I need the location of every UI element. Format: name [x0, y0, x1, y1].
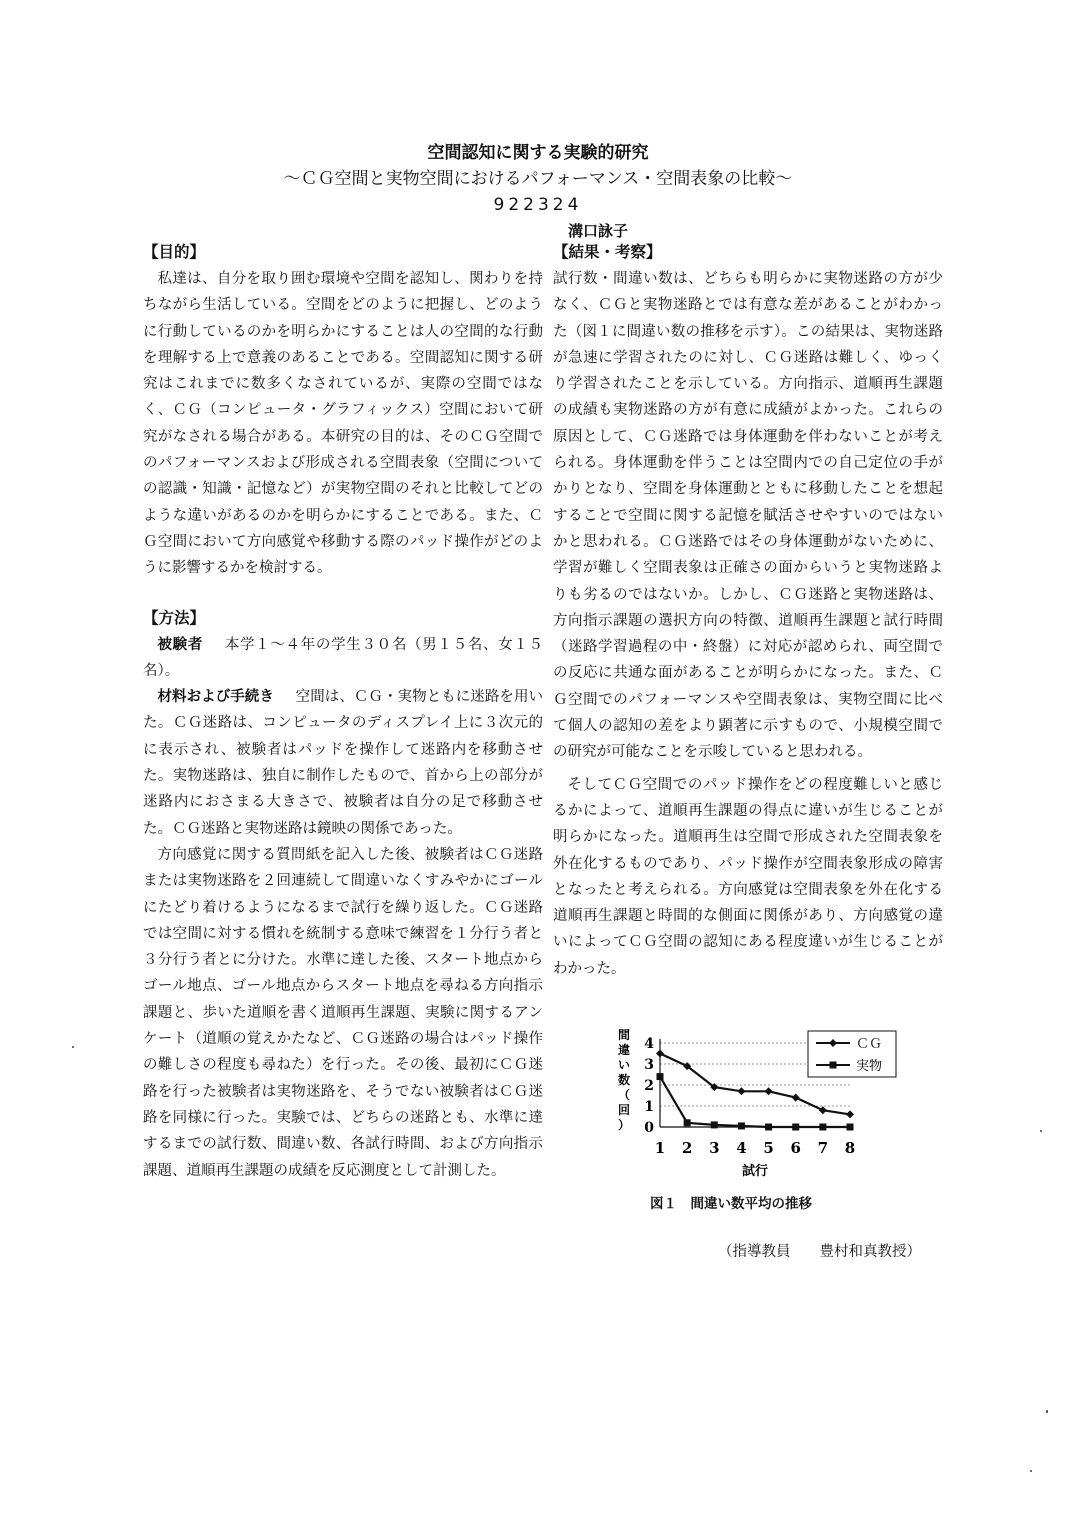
x-tick-label: 7 [817, 1139, 829, 1157]
data-point [846, 1110, 854, 1118]
paper-header [0, 140, 1076, 244]
legend-swatch-marker [830, 1062, 837, 1069]
procedure-paragraph: 方向感覚に関する質問紙を記入した後、被験者はＣＧ迷路または実物迷路を２回連続して間違いなくすみやかにゴールにたどり着けるようになるまで試行を繰り返した。ＣＧ迷路では空間に対する慣れを統制する意味で練習を１分行う者と３分行う者とに分けた。水準に達した後、スタート地点からゴール地点、ゴール地点からスタート地点を尋ねる方向指示課題と、歩いた道順を書く道順再生課題、実験に関するアンケート（道順の覚えかたなど、ＣＧ迷路の場合はパッド操作の難しさの程度も尋ねた）を行った。その後、最初にＣＧ迷路を行った被験者は実物迷路を、そうでない被験者はＣＧ迷路を同様に行った。実験では、どちらの迷路とも、水準に達するまでの試行数、間違い数、各試行時間、および方向指示課題、道順再生課題の成績を反応測度として計測した。 [143, 846, 543, 1179]
y-tick-label: 0 [644, 1120, 654, 1136]
data-point [656, 1050, 664, 1058]
figure-caption: 図１ 間違い数平均の推移 [650, 1196, 812, 1212]
y-label-char: い [617, 1058, 631, 1072]
y-tick-label: 3 [644, 1057, 654, 1073]
paper-subtitle: ～ＣＧ空間と実物空間におけるパフォーマンス・空間表象の比較～ [283, 169, 793, 189]
y-tick-label: 2 [644, 1078, 654, 1094]
right-column [553, 238, 943, 982]
chart-legend [808, 1031, 896, 1077]
subjects-paragraph [143, 632, 543, 685]
legend-label: 実物 [856, 1059, 883, 1074]
method-heading: 【方法】 [143, 608, 206, 627]
y-label-char: 違 [617, 1043, 631, 1057]
x-tick-label: 5 [763, 1139, 774, 1157]
y-label-char: 数 [617, 1073, 631, 1087]
data-point [819, 1106, 827, 1114]
left-column [143, 238, 543, 1184]
materials-paragraph [143, 684, 543, 842]
data-point [738, 1122, 745, 1129]
scan-speck [1046, 1410, 1048, 1413]
data-point [657, 1073, 664, 1080]
purpose-heading: 【目的】 [143, 243, 206, 261]
scan-speck [1040, 1130, 1042, 1132]
x-tick-label: 6 [790, 1139, 801, 1157]
mistakes-line-chart [610, 1025, 900, 1195]
x-tick-label: 3 [709, 1139, 720, 1157]
data-point [765, 1087, 773, 1095]
results-paragraph-2: そしてＣＧ空間でのパッド操作をどの程度難しいと感じるかによって、道順再生課題の得点に違いが生じることが明らかになった。道順再生は空間で形成された空間表象を外在化するものであり、パッド操作が空間表象形成の障害となったと考えられる。方向感覚は空間表象を外在化する道順再生課題と時間的な側面に関係があり、方向感覚の違いによってＣＧ空間の認知にある程度違いが生じることがわかった。 [553, 776, 943, 977]
x-tick-label: 2 [681, 1139, 693, 1157]
data-point [847, 1124, 854, 1131]
results-heading: 【結果・考察】 [553, 243, 662, 261]
legend-label: ＣＧ [856, 1037, 883, 1052]
data-point [711, 1121, 718, 1128]
purpose-paragraph: 私達は、自分を取り囲む環境や空間を認知し、関わりを持ちながら生活している。空間をどのように把握し、どのように行動しているのかを明らかにすることは人の空間的な行動を理解する上で意義のあることである。空間認知に関する研究はこれまでに数多くなされているが、実際の空間ではなく、ＣＧ（コンピュータ・グラフィックス）空間において研究がなされる場合がある。本研究の目的は、そのＣＧ空間でのパフォーマンスおよび形成される空間表象（空間についての認識・知識・記憶など）が実物空間のそれと比較してどのような違いがあるのかを明らかにすることである。また、ＣＧ空間において方向感覚や移動する際のパッド操作がどのように影響するかを検討する。 [143, 271, 543, 577]
y-label-char: 間 [617, 1028, 631, 1042]
materials-text: 空間は、ＣＧ・実物ともに迷路を用いた。ＣＧ迷路は、コンピュータのディスプレイ上に３次元的に表示され、被験者はパッドを操作して迷路内を移動させた。実物迷路は、独自に制作したもので、首から上の部分が迷路内におさまる大きさで、被験者は自分の足で移動させた。ＣＧ迷路と実物迷路は鏡映の関係であった。 [143, 689, 544, 837]
data-point [737, 1087, 745, 1095]
data-point [819, 1124, 826, 1131]
data-point [792, 1124, 799, 1131]
subjects-label: 被験者 [157, 636, 204, 653]
student-id: 922324 [493, 195, 583, 215]
y-label-char: ） [617, 1118, 631, 1132]
y-label-char: （ [617, 1088, 631, 1102]
x-axis-label: 試行 [741, 1164, 769, 1179]
data-point [684, 1119, 691, 1126]
y-label-char: 回 [617, 1103, 631, 1117]
materials-label: 材料および手続き [157, 689, 274, 706]
x-tick-label: 4 [736, 1139, 747, 1157]
figure-1 [610, 1025, 900, 1220]
section-spacer [143, 582, 543, 604]
y-tick-label: 4 [644, 1036, 654, 1052]
scan-speck [1030, 1470, 1032, 1472]
x-tick-label: 8 [844, 1139, 856, 1157]
author-name: 溝口詠子 [567, 222, 628, 240]
data-point [792, 1094, 800, 1102]
results-paragraph-1: 試行数・間違い数は、どちらも明らかに実物迷路の方が少なく、ＣＧと実物迷路とでは有意な差があることがわかった（図１に間違い数の推移を示す）。この結果は、実物迷路が急速に学習されたのに対し、ＣＧ迷路は難しく、ゆっくり学習されたことを示している。方向指示、道順再生課題の成績も実物迷路の方が有意に成績がよかった。これらの原因として、ＣＧ迷路では身体運動を伴わないことが考えられる。身体運動を伴うことは空間内での自己定位の手がかりとなり、空間を身体運動とともに移動したことを想起することで空間に関する記憶を賦活させやすいのではないかと思われる。ＣＧ迷路ではその身体運動がないために、学習が難しく空間表象は正確さの面からいうと実物迷路よりも劣るのではないか。しかし、ＣＧ迷路と実物迷路は、方向指示課題の選択方向の特徴、道順再生課題と試行時間（迷路学習過程の中・終盤）に対応が認められ、両空間での反応に共通な面があることが明らかになった。また、ＣＧ空間でのパフォーマンスや空間表象は、実物空間に比べて個人の認知の差をより顕著に示すもので、小規模空間での研究が可能なことを示唆していると思われる。 [553, 271, 943, 761]
y-tick-label: 1 [644, 1099, 654, 1115]
advisor-note: （指導教員 豊村和真教授） [718, 1244, 921, 1260]
subjects-text: 本学１～４年の学生３０名（男１５名、女１５名）。 [143, 636, 544, 679]
y-axis-label [618, 1028, 630, 1132]
paper-title: 空間認知に関する実験的研究 [427, 143, 649, 163]
x-tick-label: 1 [654, 1139, 666, 1157]
scan-speck [72, 1046, 74, 1048]
data-point [765, 1124, 772, 1131]
legend-box [808, 1031, 896, 1077]
